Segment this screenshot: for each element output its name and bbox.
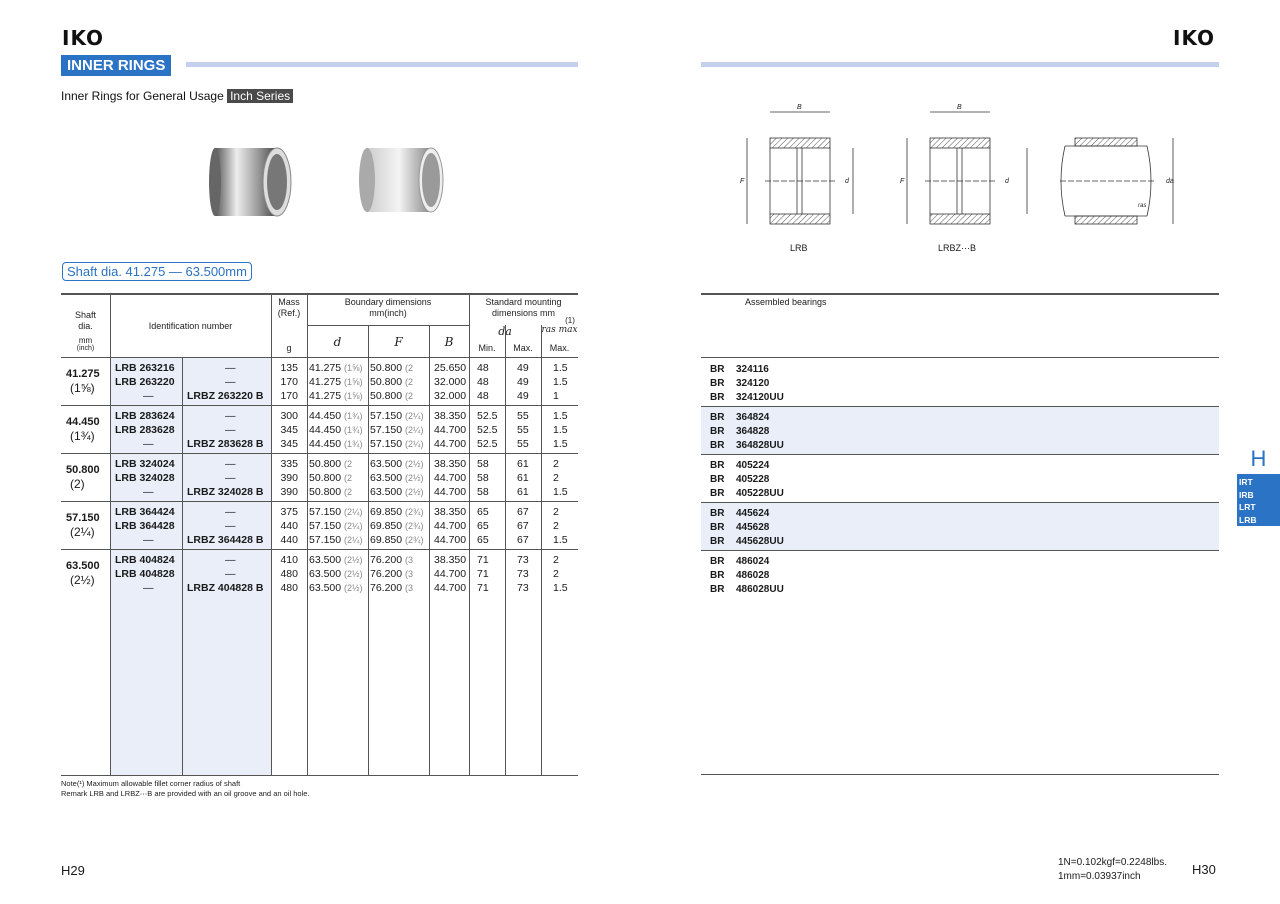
cell-min: 58 — [477, 472, 489, 484]
cell-lrb: — — [143, 582, 154, 594]
cell-min: 71 — [477, 582, 489, 594]
cell-lrb: — — [143, 390, 154, 402]
cell-mass: 300 — [280, 410, 298, 422]
cell-d: 44.450 — [309, 410, 342, 422]
cell-B: 44.700 — [434, 582, 467, 594]
cell-d: 50.800 — [309, 472, 342, 484]
group-separator — [61, 453, 578, 454]
cell-B: 44.700 — [434, 520, 467, 532]
header-mass: Mass (Ref.) — [277, 297, 301, 318]
bearing-number: 486024 — [736, 556, 770, 567]
cell-r: 1 — [553, 390, 559, 402]
cell-max: 67 — [517, 520, 529, 532]
side-nav-irt[interactable]: IRT — [1239, 477, 1253, 487]
cell-Fi: (2 — [405, 391, 414, 401]
diagram-label-ras: ras — [1138, 203, 1147, 209]
bearing-prefix: BR — [710, 508, 725, 519]
cell-min: 48 — [477, 390, 489, 402]
cell-Fi: (3 — [405, 583, 414, 593]
diagram-label-lrb: LRB — [790, 243, 808, 253]
table-bottom-rule — [61, 775, 578, 776]
cell-F: 63.500 — [370, 486, 403, 498]
diagram-label-F1: F — [740, 178, 745, 185]
cell-r: 1.5 — [553, 438, 568, 450]
section-title: INNER RINGS — [61, 55, 171, 76]
bearing-prefix: BR — [710, 440, 725, 451]
assembled-bearing — [710, 411, 769, 425]
shaft-range-box: Shaft dia. 41.275 — 63.500mm — [62, 262, 252, 281]
cell-d: 44.450 — [309, 424, 342, 436]
cell-max: 73 — [517, 582, 529, 594]
cell-F: 50.800 — [370, 376, 403, 388]
cell-di: (2¼) — [344, 521, 363, 531]
bearing-prefix: BR — [710, 364, 725, 375]
header-da: da — [498, 325, 512, 338]
cell-di: (2¼) — [344, 507, 363, 517]
ring-image-lrb — [209, 148, 291, 216]
bearing-number: 445628 — [736, 522, 770, 533]
shaft-dia-inch: (2) — [70, 477, 85, 491]
cell-di: (2¼) — [344, 535, 363, 545]
cell-min: 52.5 — [477, 410, 498, 422]
assembled-header: Assembled bearings — [745, 297, 827, 307]
cell-lrb: — — [143, 486, 154, 498]
side-nav-lrt[interactable]: LRT — [1239, 502, 1256, 512]
remark: Remark LRB and LRBZ⋯B are provided with an oil groove and an oil hole. — [61, 789, 310, 798]
assembled-bearing — [710, 583, 784, 597]
assembled-bearing — [710, 521, 769, 535]
bearing-prefix: BR — [710, 426, 725, 437]
cell-mass: 390 — [280, 472, 298, 484]
cell-Fi: (2¼) — [405, 411, 424, 421]
cell-min: 52.5 — [477, 438, 498, 450]
assembled-separator — [701, 502, 1219, 503]
cell-Fi: (2 — [405, 377, 414, 387]
cell-r: 1.5 — [553, 376, 568, 388]
cell-max: 67 — [517, 506, 529, 518]
subtitle: Inner Rings for General Usage Inch Series — [61, 89, 293, 103]
header-shaft: Shaft dia. — [74, 310, 96, 331]
side-nav-lrb[interactable]: LRB — [1239, 514, 1257, 525]
mounting-diagram — [1060, 138, 1173, 224]
cell-max: 73 — [517, 554, 529, 566]
cell-r: 2 — [553, 472, 559, 484]
cell-d: 44.450 — [309, 438, 342, 450]
cell-B: 44.700 — [434, 534, 467, 546]
shaft-dia: 63.500 — [66, 560, 100, 572]
cell-max: 67 — [517, 534, 529, 546]
assembled-bearing — [710, 459, 769, 473]
cell-mass: 390 — [280, 486, 298, 498]
bearing-number: 364824 — [736, 412, 770, 423]
bearing-prefix: BR — [710, 488, 725, 499]
assembled-bearing — [710, 439, 784, 453]
cell-lrb: LRB 283628 — [115, 424, 175, 436]
cell-lrb: LRB 324024 — [115, 458, 175, 470]
cell-lrbz: LRBZ 283628 B — [187, 438, 264, 450]
cell-di: (2½) — [344, 555, 363, 565]
header-shaft-unit: mm — [78, 336, 93, 345]
cell-lrbz: — — [225, 568, 236, 580]
cell-mass: 335 — [280, 458, 298, 470]
cell-di: (2 — [344, 473, 353, 483]
header-ras: ras max — [541, 325, 578, 335]
cell-Fi: (2¾) — [405, 535, 424, 545]
side-letter-tab[interactable]: H — [1237, 444, 1280, 474]
cell-Fi: (2¼) — [405, 439, 424, 449]
cell-min: 58 — [477, 458, 489, 470]
diagram-label-B2: B — [957, 104, 962, 111]
cell-max: 55 — [517, 438, 529, 450]
cell-lrb: LRB 364428 — [115, 520, 175, 532]
cell-min: 65 — [477, 506, 489, 518]
cell-min: 71 — [477, 568, 489, 580]
cell-Fi: (2¾) — [405, 507, 424, 517]
cell-max: 49 — [517, 362, 529, 374]
shaft-dia: 41.275 — [66, 368, 100, 380]
cell-lrbz: — — [225, 520, 236, 532]
cell-di: (1⅝) — [344, 363, 363, 373]
assembled-bearing — [710, 391, 784, 405]
header-max: Max. — [513, 343, 533, 353]
cell-d: 57.150 — [309, 520, 342, 532]
cell-lrb: — — [143, 534, 154, 546]
bearing-number: 364828 — [736, 426, 770, 437]
side-nav-irb[interactable]: IRB — [1239, 489, 1254, 500]
assembled-bearing — [710, 535, 784, 549]
cell-d: 57.150 — [309, 534, 342, 546]
bearing-prefix: BR — [710, 460, 725, 471]
group-separator — [61, 501, 578, 502]
cell-mass: 345 — [280, 438, 298, 450]
cell-F: 76.200 — [370, 582, 403, 594]
cell-r: 2 — [553, 520, 559, 532]
shaft-dia-inch: (2½) — [70, 573, 95, 587]
cell-mass: 480 — [280, 582, 298, 594]
cell-d: 50.800 — [309, 458, 342, 470]
cell-Fi: (2½) — [405, 459, 424, 469]
header-mass-unit: g — [286, 343, 292, 353]
ring-image-lrbz — [359, 148, 443, 212]
cell-r: 1.5 — [553, 410, 568, 422]
header-d: d — [333, 335, 342, 349]
cell-mass: 440 — [280, 534, 298, 546]
cell-B: 32.000 — [434, 376, 467, 388]
cell-B: 38.350 — [434, 554, 467, 566]
diagram-label-lrbz: LRBZ⋯B — [938, 243, 977, 253]
cell-mass: 345 — [280, 424, 298, 436]
cell-max: 73 — [517, 568, 529, 580]
cell-d: 57.150 — [309, 506, 342, 518]
cell-lrbz: — — [225, 410, 236, 422]
cell-d: 50.800 — [309, 486, 342, 498]
cell-lrbz: — — [225, 362, 236, 374]
cell-Fi: (2 — [405, 363, 414, 373]
bearing-number: 324120UU — [736, 392, 784, 403]
side-nav — [1237, 474, 1280, 526]
cell-d: 41.275 — [309, 376, 342, 388]
cell-min: 48 — [477, 376, 489, 388]
cell-min: 52.5 — [477, 424, 498, 436]
cell-Fi: (3 — [405, 569, 414, 579]
iko-logo-left: IKO — [62, 26, 105, 50]
iko-logo-right: IKO — [1173, 26, 1216, 50]
cell-di: (1¾) — [344, 411, 363, 421]
bearing-prefix: BR — [710, 378, 725, 389]
cell-mass: 440 — [280, 520, 298, 532]
cell-mass: 170 — [280, 390, 298, 402]
cell-max: 49 — [517, 376, 529, 388]
cell-Fi: (2½) — [405, 487, 424, 497]
header-F: F — [394, 335, 403, 349]
assembled-bearing — [710, 507, 769, 521]
cell-r: 2 — [553, 458, 559, 470]
assembled-bearing — [710, 363, 769, 377]
header-B: B — [444, 335, 454, 349]
cell-F: 50.800 — [370, 390, 403, 402]
page-number-left: H29 — [61, 863, 85, 878]
cell-r: 2 — [553, 506, 559, 518]
shaft-dia: 57.150 — [66, 512, 100, 524]
diagram-label-F2: F — [900, 178, 905, 185]
series-tag: Inch Series — [227, 89, 293, 103]
cell-B: 44.700 — [434, 438, 467, 450]
cell-di: (1¾) — [344, 425, 363, 435]
header-ident: Identification number — [148, 321, 233, 331]
shaft-dia-inch: (1¾) — [70, 429, 95, 443]
cell-F: 57.150 — [370, 424, 403, 436]
cell-B: 38.350 — [434, 506, 467, 518]
cell-lrb: LRB 263220 — [115, 376, 175, 388]
cell-max: 61 — [517, 472, 529, 484]
cell-max: 61 — [517, 458, 529, 470]
conversion-force: 1N=0.102kgf=0.2248lbs. — [1058, 857, 1167, 868]
cell-di: (1⅝) — [344, 391, 363, 401]
bearing-number: 324120 — [736, 378, 770, 389]
cell-lrb: — — [143, 438, 154, 450]
cell-F: 69.850 — [370, 520, 403, 532]
cell-lrbz: — — [225, 472, 236, 484]
bearing-number: 405228UU — [736, 488, 784, 499]
cell-max: 61 — [517, 486, 529, 498]
header-boundary: Boundary dimensions mm(inch) — [344, 297, 432, 318]
cell-r: 2 — [553, 554, 559, 566]
boundary-sub-rule — [307, 325, 469, 326]
cell-lrbz: — — [225, 554, 236, 566]
cell-lrbz: — — [225, 458, 236, 470]
header-min: Min. — [478, 343, 496, 353]
cell-min: 71 — [477, 554, 489, 566]
header-shaft-unit-inch: (inch) — [76, 345, 95, 352]
bearing-prefix: BR — [710, 474, 725, 485]
cell-max: 49 — [517, 390, 529, 402]
cell-lrb: LRB 263216 — [115, 362, 175, 374]
cell-lrbz: LRBZ 263220 B — [187, 390, 264, 402]
bearing-prefix: BR — [710, 556, 725, 567]
group-separator — [61, 549, 578, 550]
page-number-right: H30 — [1192, 862, 1216, 877]
cell-F: 76.200 — [370, 554, 403, 566]
cell-B: 38.350 — [434, 458, 467, 470]
bearing-prefix: BR — [710, 536, 725, 547]
table-top-rule — [61, 293, 578, 295]
cell-r: 1.5 — [553, 362, 568, 374]
bearing-number: 486028 — [736, 570, 770, 581]
cell-B: 44.700 — [434, 472, 467, 484]
assembled-bearing — [710, 425, 769, 439]
cell-max: 55 — [517, 424, 529, 436]
header-note1: (1) — [565, 316, 575, 325]
cell-lrb: LRB 283624 — [115, 410, 175, 422]
cell-mass: 375 — [280, 506, 298, 518]
diagram-label-da: da — [1166, 178, 1174, 185]
cell-F: 57.150 — [370, 410, 403, 422]
cell-lrbz: — — [225, 424, 236, 436]
assembled-separator — [701, 406, 1219, 407]
dimension-diagrams — [735, 100, 1185, 260]
cell-d: 63.500 — [309, 554, 342, 566]
cell-lrbz: LRBZ 404828 B — [187, 582, 264, 594]
cell-lrb: LRB 364424 — [115, 506, 175, 518]
header-mounting: Standard mounting dimensions mm — [485, 297, 562, 318]
cell-di: (2 — [344, 487, 353, 497]
group-separator — [61, 405, 578, 406]
cell-Fi: (2¾) — [405, 521, 424, 531]
bearing-number: 445628UU — [736, 536, 784, 547]
cell-mass: 410 — [280, 554, 298, 566]
shaft-dia-inch: (1⅝) — [70, 381, 95, 395]
shaft-dia: 44.450 — [66, 416, 100, 428]
assembled-bearing — [710, 473, 769, 487]
bearing-prefix: BR — [710, 584, 725, 595]
assembled-bearing — [710, 555, 769, 569]
diagram-label-B1: B — [797, 104, 802, 111]
bearing-number: 405228 — [736, 474, 770, 485]
cell-B: 32.000 — [434, 390, 467, 402]
cell-F: 76.200 — [370, 568, 403, 580]
bearing-number: 445624 — [736, 508, 770, 519]
assembled-header-rule — [701, 357, 1219, 358]
cell-mass: 480 — [280, 568, 298, 580]
bearing-prefix: BR — [710, 570, 725, 581]
cell-r: 2 — [553, 568, 559, 580]
lrb-diagram — [747, 112, 853, 224]
cell-mass: 135 — [280, 362, 298, 374]
cell-lrb: LRB 404824 — [115, 554, 175, 566]
cell-F: 57.150 — [370, 438, 403, 450]
cell-Fi: (2¼) — [405, 425, 424, 435]
cell-F: 50.800 — [370, 362, 403, 374]
assembled-bearing — [710, 487, 784, 501]
inner-ring-images — [205, 138, 455, 223]
note: Note(¹) Maximum allowable fillet corner radius of shaft — [61, 779, 241, 788]
cell-d: 41.275 — [309, 390, 342, 402]
diagram-label-d2: d — [1005, 178, 1009, 185]
cell-B: 25.650 — [434, 362, 467, 374]
cell-r: 1.5 — [553, 424, 568, 436]
cell-min: 65 — [477, 534, 489, 546]
cell-Fi: (2½) — [405, 473, 424, 483]
cell-F: 63.500 — [370, 458, 403, 470]
cell-r: 1.5 — [553, 534, 568, 546]
assembled-separator — [701, 454, 1219, 455]
section-bar-right — [701, 62, 1219, 67]
cell-d: 63.500 — [309, 568, 342, 580]
bearing-prefix: BR — [710, 522, 725, 533]
assembled-separator — [701, 550, 1219, 551]
cell-di: (1¾) — [344, 439, 363, 449]
bearing-number: 405224 — [736, 460, 770, 471]
cell-lrb: LRB 324028 — [115, 472, 175, 484]
shaft-dia: 50.800 — [66, 464, 100, 476]
assembled-bearing — [710, 569, 769, 583]
bearing-prefix: BR — [710, 392, 725, 403]
cell-di: (1⅝) — [344, 377, 363, 387]
lrbz-diagram — [907, 112, 1027, 224]
assembled-bearing — [710, 377, 769, 391]
cell-min: 58 — [477, 486, 489, 498]
cell-lrbz: LRBZ 324028 B — [187, 486, 264, 498]
cell-lrbz: — — [225, 506, 236, 518]
diagram-label-d1: d — [845, 178, 849, 185]
cell-B: 44.700 — [434, 486, 467, 498]
cell-d: 63.500 — [309, 582, 342, 594]
cell-di: (2½) — [344, 569, 363, 579]
cell-lrbz: — — [225, 376, 236, 388]
conversion-length: 1mm=0.03937inch — [1058, 871, 1141, 882]
cell-di: (2½) — [344, 583, 363, 593]
cell-Fi: (3 — [405, 555, 414, 565]
bearing-number: 324116 — [736, 364, 769, 375]
cell-lrbz: LRBZ 364428 B — [187, 534, 264, 546]
cell-di: (2 — [344, 459, 353, 469]
cell-F: 69.850 — [370, 534, 403, 546]
cell-B: 44.700 — [434, 424, 467, 436]
cell-d: 41.275 — [309, 362, 342, 374]
cell-F: 63.500 — [370, 472, 403, 484]
header-max2: Max. — [549, 343, 570, 353]
cell-B: 44.700 — [434, 568, 467, 580]
cell-min: 65 — [477, 520, 489, 532]
cell-mass: 170 — [280, 376, 298, 388]
bearing-number: 364828UU — [736, 440, 784, 451]
bearing-number: 486028UU — [736, 584, 784, 595]
bearing-prefix: BR — [710, 412, 725, 423]
cell-min: 48 — [477, 362, 489, 374]
cell-max: 55 — [517, 410, 529, 422]
cell-lrb: LRB 404828 — [115, 568, 175, 580]
cell-r: 1.5 — [553, 486, 568, 498]
shaft-dia-inch: (2¼) — [70, 525, 95, 539]
cell-F: 69.850 — [370, 506, 403, 518]
section-bar-left — [186, 62, 578, 67]
cell-r: 1.5 — [553, 582, 568, 594]
cell-B: 38.350 — [434, 410, 467, 422]
